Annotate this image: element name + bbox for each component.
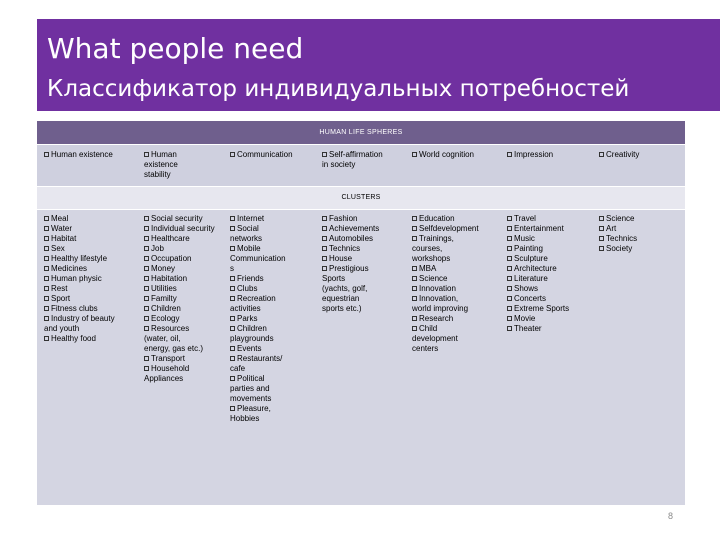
checkbox-icon (44, 296, 49, 301)
list-item-label: Utilities (151, 284, 177, 293)
checkbox-icon (44, 216, 49, 221)
checkbox-icon (507, 226, 512, 231)
checkbox-icon (44, 236, 49, 241)
list-item (412, 274, 506, 284)
list-item-label: Achievements (329, 224, 380, 233)
list-item-label: Travel (514, 214, 536, 223)
list-item-label: Occupation (151, 254, 192, 263)
list-item (44, 334, 138, 344)
list-item (230, 374, 324, 404)
checkbox-icon (144, 356, 149, 361)
sphere-cell (44, 150, 134, 160)
checkbox-icon (44, 266, 49, 271)
list-item-label: Events (237, 344, 262, 353)
checkbox-icon (144, 316, 149, 321)
list-item (507, 224, 601, 234)
list-item (599, 224, 693, 234)
checkbox-icon (144, 306, 149, 311)
list-item-label: Science (606, 214, 635, 223)
list-item-label: Society (606, 244, 633, 253)
list-item (507, 234, 601, 244)
checkbox-icon (44, 256, 49, 261)
list-item-label: Ecology (151, 314, 180, 323)
checkbox-icon (412, 216, 417, 221)
checkbox-icon (412, 236, 417, 241)
list-item (507, 314, 601, 324)
list-item (230, 244, 324, 274)
checkbox-icon (412, 226, 417, 231)
list-item-label: Pleasure, Hobbies (230, 404, 271, 423)
list-item-label: Communication (237, 150, 293, 159)
list-item (507, 150, 597, 160)
list-item (230, 344, 324, 354)
list-item (322, 150, 412, 170)
checkbox-icon (507, 236, 512, 241)
checkbox-icon (507, 286, 512, 291)
list-item-label: Movie (514, 314, 536, 323)
list-item (507, 214, 601, 224)
list-item-label: Science (419, 274, 448, 283)
checkbox-icon (507, 266, 512, 271)
list-item-label: Restaurants/ cafe (230, 354, 283, 373)
sphere-cell (322, 150, 412, 170)
list-item-label: Literature (514, 274, 548, 283)
checkbox-icon (322, 226, 327, 231)
slide-subtitle: Классификатор индивидуальных потребностей (47, 76, 630, 102)
list-item (144, 314, 238, 324)
list-item-label: Children (151, 304, 181, 313)
checkbox-icon (144, 216, 149, 221)
list-item (144, 274, 238, 284)
list-item-label: Shows (514, 284, 539, 293)
checkbox-icon (599, 152, 604, 157)
list-item (144, 304, 238, 314)
list-item (44, 150, 134, 160)
list-item (599, 244, 693, 254)
list-item (230, 150, 320, 160)
list-item (44, 274, 138, 284)
checkbox-icon (144, 152, 149, 157)
list-item-label: Creativity (606, 150, 640, 159)
list-item (44, 294, 138, 304)
checkbox-icon (322, 256, 327, 261)
checkbox-icon (144, 276, 149, 281)
list-item (507, 264, 601, 274)
checkbox-icon (44, 316, 49, 321)
list-item-label: Social security (151, 214, 203, 223)
checkbox-icon (44, 286, 49, 291)
list-item (144, 150, 234, 180)
row-divider (37, 144, 685, 145)
list-item-label: Clubs (237, 284, 258, 293)
list-item-label: Job (151, 244, 164, 253)
list-item-label: Child development centers (412, 324, 458, 353)
checkbox-icon (507, 306, 512, 311)
list-item (412, 264, 506, 274)
list-item (322, 264, 416, 314)
checkbox-icon (230, 286, 235, 291)
sphere-cell (507, 150, 597, 160)
row-divider (37, 209, 685, 210)
list-item-label: Sex (51, 244, 65, 253)
list-item-label: Industry of beauty and youth (44, 314, 115, 333)
checkbox-icon (44, 152, 49, 157)
list-item-label: MBA (419, 264, 437, 273)
needs-table (37, 121, 685, 505)
checkbox-icon (412, 152, 417, 157)
checkbox-icon (144, 296, 149, 301)
cluster-cell (230, 214, 324, 424)
list-item (230, 314, 324, 324)
list-item-label: Innovation, world improving (412, 294, 469, 313)
list-item-label: Art (606, 224, 617, 233)
list-item (230, 354, 324, 374)
checkbox-icon (507, 276, 512, 281)
checkbox-icon (144, 286, 149, 291)
checkbox-icon (230, 346, 235, 351)
list-item (144, 284, 238, 294)
checkbox-icon (44, 336, 49, 341)
checkbox-icon (230, 246, 235, 251)
list-item-label: Architecture (514, 264, 557, 273)
list-item (144, 254, 238, 264)
list-item-label: Extreme Sports (514, 304, 570, 313)
list-item-label: World cognition (419, 150, 474, 159)
list-item (144, 264, 238, 274)
list-item (144, 354, 238, 364)
checkbox-icon (322, 246, 327, 251)
list-item (144, 244, 238, 254)
list-item (230, 404, 324, 424)
list-item-label: Healthy food (51, 334, 96, 343)
cluster-cell (322, 214, 416, 314)
checkbox-icon (230, 226, 235, 231)
list-item (230, 274, 324, 284)
list-item (412, 214, 506, 224)
checkbox-icon (144, 246, 149, 251)
checkbox-icon (322, 152, 327, 157)
list-item-label: Mobile Communication s (230, 244, 286, 273)
list-item-label: Resources (water, oil, energy, gas etc.) (144, 324, 203, 353)
list-item-label: Healthy lifestyle (51, 254, 108, 263)
list-item (230, 214, 324, 224)
list-item (322, 234, 416, 244)
list-item (507, 304, 601, 314)
checkbox-icon (322, 216, 327, 221)
checkbox-icon (44, 306, 49, 311)
row-divider (37, 186, 685, 187)
list-item-label: Trainings, courses, workshops (412, 234, 454, 263)
list-item (230, 224, 324, 244)
list-item-label: Technics (329, 244, 361, 253)
list-item-label: Individual security (151, 224, 215, 233)
checkbox-icon (230, 356, 235, 361)
list-item (144, 294, 238, 304)
sphere-cell (144, 150, 234, 180)
checkbox-icon (412, 286, 417, 291)
list-item-label: Healthcare (151, 234, 190, 243)
list-item-label: Water (51, 224, 73, 233)
checkbox-icon (507, 326, 512, 331)
checkbox-icon (599, 236, 604, 241)
checkbox-icon (412, 316, 417, 321)
list-item (44, 254, 138, 264)
list-item (44, 224, 138, 234)
cluster-cell (144, 214, 238, 384)
list-item (507, 254, 601, 264)
list-item-label: Prestigious Sports (yachts, golf, equestrian sports etc.) (322, 264, 369, 313)
checkbox-icon (230, 276, 235, 281)
checkbox-icon (507, 256, 512, 261)
list-item-label: Money (151, 264, 176, 273)
list-item-label: Painting (514, 244, 543, 253)
list-item-label: Music (514, 234, 535, 243)
list-item-label: Medicines (51, 264, 88, 273)
checkbox-icon (507, 152, 512, 157)
list-item (599, 150, 689, 160)
list-item-label: Entertainment (514, 224, 564, 233)
checkbox-icon (230, 406, 235, 411)
checkbox-icon (44, 276, 49, 281)
cluster-cell (44, 214, 138, 344)
sphere-cell (230, 150, 320, 160)
list-item (44, 304, 138, 314)
list-item-label: Internet (237, 214, 265, 223)
checkbox-icon (144, 266, 149, 271)
list-item (230, 294, 324, 314)
list-item (230, 284, 324, 294)
list-item-label: House (329, 254, 353, 263)
checkbox-icon (144, 256, 149, 261)
list-item (322, 224, 416, 234)
checkbox-icon (412, 296, 417, 301)
checkbox-icon (412, 276, 417, 281)
list-item-label: Research (419, 314, 454, 323)
checkbox-icon (44, 226, 49, 231)
list-item (412, 294, 506, 314)
checkbox-icon (322, 236, 327, 241)
checkbox-icon (144, 226, 149, 231)
list-item-label: Automobiles (329, 234, 374, 243)
list-item (599, 234, 693, 244)
list-item (144, 224, 238, 234)
checkbox-icon (412, 266, 417, 271)
checkbox-icon (144, 366, 149, 371)
list-item (144, 324, 238, 354)
list-item (507, 284, 601, 294)
list-item-label: Habitat (51, 234, 77, 243)
checkbox-icon (230, 376, 235, 381)
clusters-label: CLUSTERS (37, 187, 685, 209)
list-item-label: Sculpture (514, 254, 548, 263)
list-item-label: Education (419, 214, 455, 223)
list-item (322, 214, 416, 224)
list-item (44, 314, 138, 334)
list-item-label: Human existence (51, 150, 113, 159)
list-item (322, 254, 416, 264)
list-item-label: Fitness clubs (51, 304, 98, 313)
list-item (144, 234, 238, 244)
list-item (44, 234, 138, 244)
list-item (44, 214, 138, 224)
list-item-label: Sport (51, 294, 71, 303)
list-item-label: Habitation (151, 274, 188, 283)
list-item (507, 294, 601, 304)
list-item (412, 314, 506, 324)
list-item (412, 150, 502, 160)
checkbox-icon (144, 236, 149, 241)
checkbox-icon (507, 216, 512, 221)
list-item (599, 214, 693, 224)
list-item (507, 274, 601, 284)
list-item-label: Recreation activities (230, 294, 276, 313)
list-item (507, 244, 601, 254)
checkbox-icon (507, 316, 512, 321)
checkbox-icon (599, 246, 604, 251)
list-item (412, 284, 506, 294)
sphere-cell (412, 150, 502, 160)
list-item-label: Familty (151, 294, 177, 303)
cluster-cell (507, 214, 601, 334)
list-item (44, 264, 138, 274)
list-item-label: Children playgrounds (230, 324, 274, 343)
cluster-cell (412, 214, 506, 354)
checkbox-icon (230, 326, 235, 331)
checkbox-icon (599, 216, 604, 221)
checkbox-icon (230, 152, 235, 157)
list-item-label: Friends (237, 274, 264, 283)
checkbox-icon (599, 226, 604, 231)
list-item-label: Self-affirmation in society (322, 150, 383, 169)
list-item (44, 244, 138, 254)
list-item (412, 324, 506, 354)
list-item (322, 244, 416, 254)
list-item-label: Household Appliances (144, 364, 190, 383)
list-item-label: Selfdevelopment (419, 224, 479, 233)
list-item (412, 224, 506, 234)
list-item-label: Social networks (230, 224, 263, 243)
list-item-label: Meal (51, 214, 69, 223)
list-item-label: Human existence stability (144, 150, 178, 179)
checkbox-icon (230, 316, 235, 321)
title-band (37, 19, 720, 111)
list-item (507, 324, 601, 334)
checkbox-icon (412, 326, 417, 331)
list-item-label: Human physic (51, 274, 102, 283)
list-item-label: Impression (514, 150, 554, 159)
checkbox-icon (322, 266, 327, 271)
checkbox-icon (230, 296, 235, 301)
list-item (144, 364, 238, 384)
list-item-label: Political parties and movements (230, 374, 272, 403)
list-item-label: Parks (237, 314, 258, 323)
list-item (44, 284, 138, 294)
checkbox-icon (144, 326, 149, 331)
list-item (412, 234, 506, 264)
list-item (230, 324, 324, 344)
list-item-label: Theater (514, 324, 542, 333)
cluster-cell (599, 214, 693, 254)
list-item-label: Innovation (419, 284, 456, 293)
list-item-label: Rest (51, 284, 68, 293)
list-item (144, 214, 238, 224)
checkbox-icon (44, 246, 49, 251)
slide-title: What people need (47, 32, 304, 65)
checkbox-icon (507, 296, 512, 301)
list-item-label: Concerts (514, 294, 547, 303)
page-number: 8 (668, 511, 674, 521)
list-item-label: Technics (606, 234, 638, 243)
checkbox-icon (230, 216, 235, 221)
list-item-label: Transport (151, 354, 185, 363)
checkbox-icon (507, 246, 512, 251)
list-item-label: Fashion (329, 214, 358, 223)
sphere-cell (599, 150, 689, 160)
table-header: HUMAN LIFE SPHERES (37, 121, 685, 144)
